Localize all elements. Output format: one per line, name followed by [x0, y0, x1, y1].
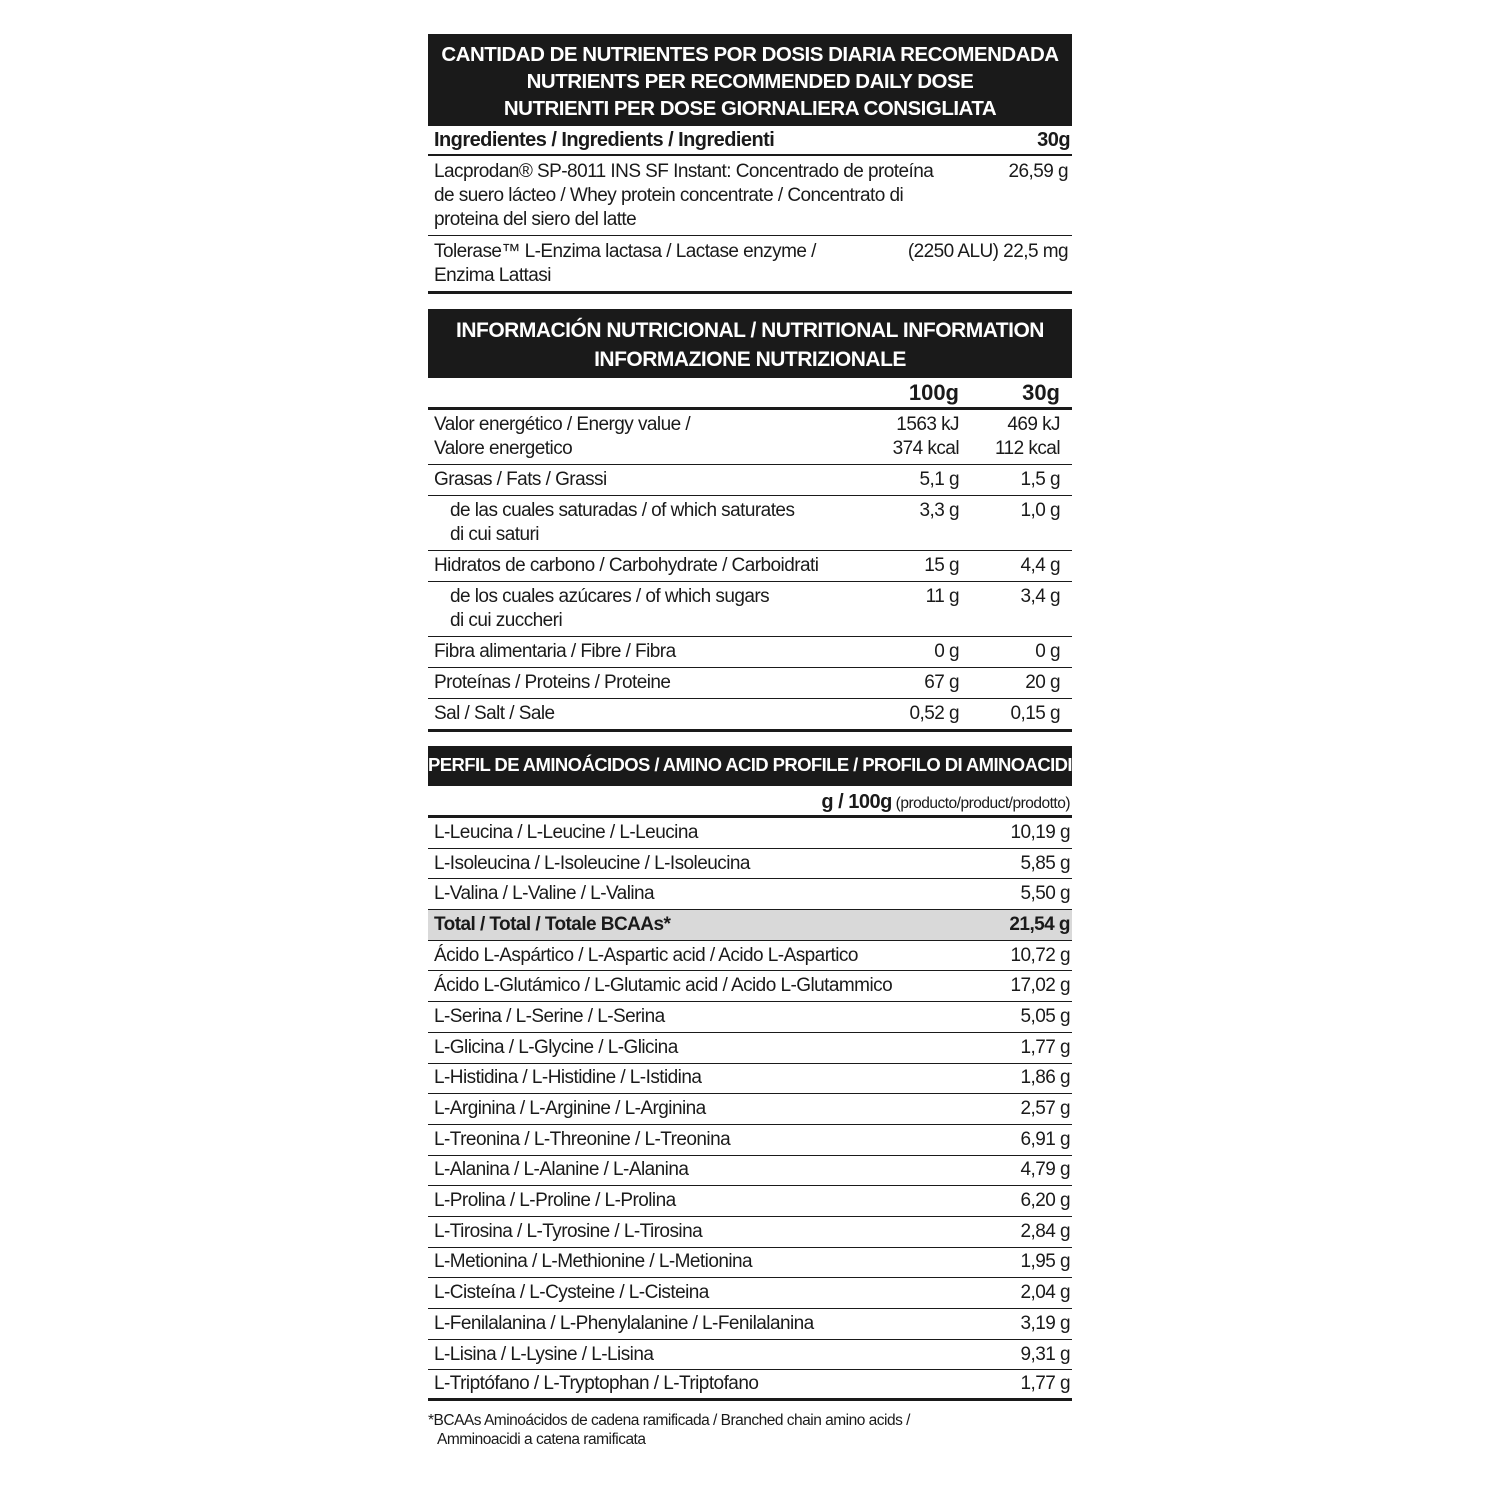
- ingredient-row: [428, 236, 1072, 294]
- amino-row: [428, 1370, 1072, 1401]
- nutrient-value-line: 67 g: [924, 672, 959, 693]
- amino-name: Ácido L-Aspártico / L-Aspartic acid / Acido L-Aspartico: [434, 944, 858, 966]
- amino-name: L-Prolina / L-Proline / L-Prolina: [434, 1190, 676, 1212]
- nutrient-value-line: 0 g: [1035, 641, 1060, 662]
- amino-name: Total / Total / Totale BCAAs*: [434, 913, 671, 935]
- nutrient-name-line: Sal / Salt / Sale: [434, 703, 555, 724]
- amino-value: 17,02 g: [1010, 975, 1070, 997]
- nutrient-value-line: 1,0 g: [1020, 500, 1060, 521]
- nutrient-value-100g: [855, 702, 971, 726]
- nutrient-value-30g: [971, 702, 1072, 726]
- amino-row: [428, 849, 1072, 880]
- nutrient-value-line: 0,52 g: [909, 703, 959, 724]
- amino-value: 1,86 g: [1020, 1067, 1070, 1089]
- nutrient-value-line: 0,15 g: [1010, 703, 1060, 724]
- amino-row: [428, 1125, 1072, 1156]
- amino-name: L-Valina / L-Valine / L-Valina: [434, 883, 655, 905]
- nutrient-value-line: 469 kJ: [1007, 414, 1060, 435]
- amino-row: [428, 879, 1072, 910]
- amino-row: [428, 1064, 1072, 1095]
- amino-value: 1,77 g: [1020, 1373, 1070, 1395]
- nutrient-value-100g: [855, 499, 971, 547]
- ingredient-name-line: Tolerase™ L-Enzima lactasa / Lactase enzyme /: [434, 241, 816, 262]
- nutrient-name: [434, 499, 855, 547]
- amino-row: [428, 1248, 1072, 1279]
- amino-row: [428, 1094, 1072, 1125]
- nutrition-header-line2: INFORMAZIONE NUTRIZIONALE: [594, 348, 906, 371]
- nutrition-table: [428, 410, 1072, 732]
- nutrient-name-line: di cui zuccheri: [450, 610, 563, 631]
- amino-row: [428, 1186, 1072, 1217]
- amino-unit-row: [428, 786, 1072, 818]
- amino-name: L-Triptófano / L-Tryptophan / L-Triptofano: [434, 1373, 759, 1395]
- nutrient-value-100g: [855, 554, 971, 578]
- nutrient-value-line: 3,3 g: [919, 500, 959, 521]
- nutrient-value-line: 15 g: [924, 555, 959, 576]
- ingredient-name-line: proteina del siero del latte: [434, 209, 637, 230]
- nutrient-name-line: de las cuales saturadas / of which saturates: [450, 500, 795, 521]
- amino-table: [428, 818, 1072, 1401]
- amino-value: 5,85 g: [1020, 852, 1070, 874]
- nutrition-header-line1: INFORMACIÓN NUTRICIONAL / NUTRITIONAL INFORMATION: [456, 319, 1044, 342]
- amino-name: L-Glicina / L-Glycine / L-Glicina: [434, 1036, 678, 1058]
- nutrient-value-line: 4,4 g: [1020, 555, 1060, 576]
- amino-row: [428, 1156, 1072, 1187]
- dose-header: [428, 34, 1072, 126]
- amino-value: 2,04 g: [1020, 1282, 1070, 1304]
- amino-name: L-Lisina / L-Lysine / L-Lisina: [434, 1343, 654, 1365]
- amino-value: 6,20 g: [1020, 1190, 1070, 1212]
- nutrient-name-line: Fibra alimentaria / Fibre / Fibra: [434, 641, 676, 662]
- ingredient-qty: 26,59 g: [1008, 161, 1068, 182]
- amino-value: 10,72 g: [1010, 944, 1070, 966]
- dose-header-line1: CANTIDAD DE NUTRIENTES POR DOSIS DIARIA RECOMENDADA: [441, 43, 1059, 66]
- amino-row: [428, 941, 1072, 972]
- ingredient-qty: (2250 ALU) 22,5 mg: [907, 241, 1068, 262]
- nutrient-name-line: Valore energetico: [434, 438, 573, 459]
- nutrient-value-line: 20 g: [1025, 672, 1060, 693]
- amino-header: PERFIL DE AMINOÁCIDOS / AMINO ACID PROFILE / PROFILO DI AMINOACIDI: [428, 746, 1072, 786]
- amino-value: 1,77 g: [1020, 1036, 1070, 1058]
- amino-name: L-Arginina / L-Arginine / L-Arginina: [434, 1098, 706, 1120]
- ingredients-header-qty: 30g: [1037, 129, 1070, 151]
- nutrition-row: [428, 582, 1072, 637]
- amino-name: L-Serina / L-Serine / L-Serina: [434, 1005, 665, 1027]
- dose-header-line3: NUTRIENTI PER DOSE GIORNALIERA CONSIGLIATA: [503, 97, 997, 120]
- nutrient-value-100g: [855, 640, 971, 664]
- amino-value: 6,91 g: [1020, 1128, 1070, 1150]
- amino-name: L-Treonina / L-Threonine / L-Treonina: [434, 1128, 731, 1150]
- nutrient-value-line: 0 g: [934, 641, 959, 662]
- nutrition-label: [428, 34, 1072, 1449]
- nutrient-name: [434, 554, 855, 578]
- amino-value: 21,54 g: [1009, 913, 1070, 935]
- ingredient-row: [428, 156, 1072, 236]
- nutrient-name-line: di cui saturi: [450, 524, 539, 545]
- amino-value: 3,19 g: [1020, 1312, 1070, 1334]
- nutrient-value-100g: [855, 671, 971, 695]
- nutrient-name: [434, 702, 855, 726]
- amino-value: 9,31 g: [1020, 1343, 1070, 1365]
- amino-row: [428, 1278, 1072, 1309]
- amino-value: 5,05 g: [1020, 1005, 1070, 1027]
- dose-header-line2: NUTRIENTS PER RECOMMENDED DAILY DOSE: [526, 70, 974, 93]
- nutrient-name: [434, 468, 855, 492]
- amino-name: L-Cisteína / L-Cysteine / L-Cisteina: [434, 1282, 709, 1304]
- ingredient-name: [434, 240, 868, 288]
- nutrient-value-100g: [855, 413, 971, 461]
- nutrient-name: [434, 585, 855, 633]
- nutrient-value-30g: [971, 671, 1072, 695]
- nutrient-name-line: Proteínas / Proteins / Proteine: [434, 672, 671, 693]
- amino-name: L-Leucina / L-Leucine / L-Leucina: [434, 821, 698, 843]
- amino-name: L-Histidina / L-Histidine / L-Istidina: [434, 1067, 702, 1089]
- nutrient-value-30g: [971, 413, 1072, 461]
- amino-row: [428, 1217, 1072, 1248]
- nutrient-value-line: 5,1 g: [919, 469, 959, 490]
- nutrition-row: [428, 668, 1072, 699]
- amino-name: L-Alanina / L-Alanine / L-Alanina: [434, 1159, 689, 1181]
- nutrient-name: [434, 640, 855, 664]
- nutrient-value-30g: [971, 585, 1072, 633]
- amino-value: 5,50 g: [1020, 883, 1070, 905]
- ingredient-name-line: de suero lácteo / Whey protein concentrate / Concentrato di: [434, 185, 904, 206]
- nutrient-value-30g: [971, 554, 1072, 578]
- ingredient-name-line: Enzima Lattasi: [434, 265, 551, 286]
- nutrient-value-30g: [971, 499, 1072, 547]
- footnote-line2: Amminoacidi a catena ramificata: [437, 1431, 646, 1449]
- nutrition-column-header: [428, 378, 1072, 410]
- nutrient-value-30g: [971, 468, 1072, 492]
- amino-name: L-Tirosina / L-Tyrosine / L-Tirosina: [434, 1220, 703, 1242]
- ingredient-name-line: Lacprodan® SP-8011 INS SF Instant: Concentrado de proteína: [434, 161, 934, 182]
- nutrient-name: [434, 413, 855, 461]
- amino-row: [428, 971, 1072, 1002]
- amino-name: L-Fenilalanina / L-Phenylalanine / L-Fenilalanina: [434, 1312, 814, 1334]
- amino-row: [428, 1340, 1072, 1371]
- amino-name: L-Metionina / L-Methionine / L-Metionina: [434, 1251, 753, 1273]
- amino-value: 1,95 g: [1020, 1251, 1070, 1273]
- nutrient-value-30g: [971, 640, 1072, 664]
- amino-row: [428, 1033, 1072, 1064]
- ingredients-header-row: [428, 126, 1072, 156]
- nutrition-row: [428, 551, 1072, 582]
- nutrition-row: [428, 410, 1072, 465]
- amino-value: 4,79 g: [1020, 1159, 1070, 1181]
- amino-total-row: [428, 910, 1072, 941]
- amino-row: [428, 1309, 1072, 1340]
- column-100g: 100g: [908, 380, 959, 405]
- footnote-line1: *BCAAs Aminoácidos de cadena ramificada / Branched chain amino acids /: [428, 1412, 910, 1430]
- nutrient-value-line: 1,5 g: [1020, 469, 1060, 490]
- amino-row: [428, 818, 1072, 849]
- column-30g: 30g: [1022, 380, 1060, 405]
- nutrient-name: [434, 671, 855, 695]
- nutrient-value-line: 374 kcal: [892, 438, 959, 459]
- nutrient-value-line: 3,4 g: [1020, 586, 1060, 607]
- ingredient-name: [434, 160, 933, 232]
- footnote: [428, 1411, 1072, 1449]
- nutrient-name-line: Hidratos de carbono / Carbohydrate / Carboidrati: [434, 555, 819, 576]
- nutrient-value-line: 1563 kJ: [896, 414, 959, 435]
- ingredients-header-label: Ingredientes / Ingredients / Ingredienti: [434, 129, 775, 151]
- nutrient-name-line: de los cuales azúcares / of which sugars: [450, 586, 770, 607]
- nutrient-value-line: 11 g: [925, 586, 959, 607]
- nutrition-row: [428, 699, 1072, 732]
- amino-value: 2,57 g: [1020, 1098, 1070, 1120]
- nutrient-value-100g: [855, 468, 971, 492]
- amino-unit-bold: g / 100g: [821, 791, 892, 813]
- nutrition-header: [428, 309, 1072, 378]
- nutrient-value-line: 112 kcal: [995, 438, 1060, 459]
- nutrition-row: [428, 637, 1072, 668]
- amino-value: 2,84 g: [1020, 1220, 1070, 1242]
- nutrient-name-line: Valor energético / Energy value /: [434, 414, 691, 435]
- nutrition-row: [428, 465, 1072, 496]
- ingredients-list: [428, 156, 1072, 294]
- amino-unit-note: (producto/product/prodotto): [891, 795, 1070, 812]
- nutrition-row: [428, 496, 1072, 551]
- amino-name: L-Isoleucina / L-Isoleucine / L-Isoleucina: [434, 852, 750, 874]
- nutrient-name-line: Grasas / Fats / Grassi: [434, 469, 607, 490]
- amino-name: Ácido L-Glutámico / L-Glutamic acid / Acido L-Glutammico: [434, 975, 893, 997]
- nutrient-value-100g: [855, 585, 971, 633]
- amino-row: [428, 1002, 1072, 1033]
- amino-value: 10,19 g: [1010, 821, 1070, 843]
